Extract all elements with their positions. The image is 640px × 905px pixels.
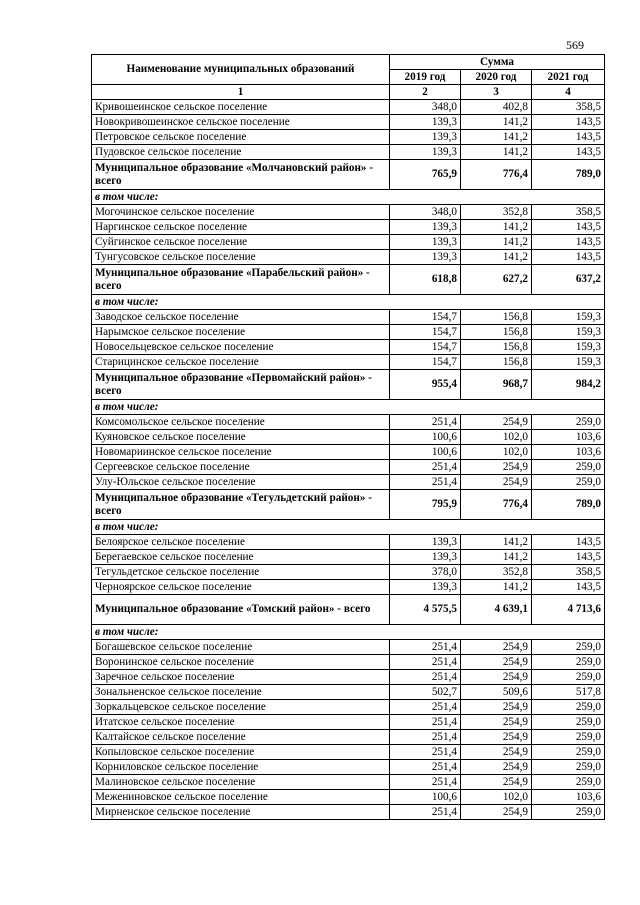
table-row	[92, 430, 605, 445]
amount-2019: 139,3	[390, 145, 461, 160]
amount-2019: 100,6	[390, 790, 461, 805]
subheading-row	[92, 190, 605, 205]
municipality-name: Мирненское сельское поселение	[92, 805, 390, 820]
district-total-row	[92, 370, 605, 400]
table-row	[92, 340, 605, 355]
year-2019-header: 2019 год	[390, 70, 461, 85]
amount-2020: 102,0	[461, 445, 532, 460]
year-2020-header: 2020 год	[461, 70, 532, 85]
table-row	[92, 565, 605, 580]
amount-2020: 254,9	[461, 700, 532, 715]
table-row	[92, 580, 605, 595]
amount-2019: 378,0	[390, 565, 461, 580]
amount-2020: 352,8	[461, 565, 532, 580]
amount-2020: 141,2	[461, 145, 532, 160]
amount-2021: 143,5	[532, 550, 605, 565]
table-row	[92, 685, 605, 700]
amount-2021: 517,8	[532, 685, 605, 700]
amount-2021: 259,0	[532, 730, 605, 745]
table-row	[92, 250, 605, 265]
amount-2021: 259,0	[532, 475, 605, 490]
amount-2021: 103,6	[532, 790, 605, 805]
amount-2020: 156,8	[461, 325, 532, 340]
column-index: 2	[390, 85, 461, 100]
amount-2019: 765,9	[390, 160, 461, 190]
amount-2020: 141,2	[461, 550, 532, 565]
table-row	[92, 475, 605, 490]
amount-2021: 259,0	[532, 715, 605, 730]
amount-2019: 502,7	[390, 685, 461, 700]
amount-2021: 637,2	[532, 265, 605, 295]
amount-2020: 254,9	[461, 655, 532, 670]
amount-2019: 795,9	[390, 490, 461, 520]
table-row	[92, 745, 605, 760]
amount-2020: 102,0	[461, 430, 532, 445]
district-total-row	[92, 595, 605, 625]
amount-2020: 254,9	[461, 460, 532, 475]
amount-2020: 776,4	[461, 160, 532, 190]
table-row	[92, 805, 605, 820]
amount-2020: 156,8	[461, 340, 532, 355]
amount-2019: 4 575,5	[390, 595, 461, 625]
municipality-name: Суйгинское сельское поселение	[92, 235, 390, 250]
page-number: 569	[566, 38, 584, 52]
municipality-name: Улу-Юльское сельское поселение	[92, 475, 390, 490]
amount-2019: 139,3	[390, 115, 461, 130]
municipality-name: Новосельцевское сельское поселение	[92, 340, 390, 355]
municipality-name: Старицинское сельское поселение	[92, 355, 390, 370]
municipality-name: Зоркальцевское сельское поселение	[92, 700, 390, 715]
amount-2021: 358,5	[532, 100, 605, 115]
amount-2021: 259,0	[532, 700, 605, 715]
amount-2020: 254,9	[461, 775, 532, 790]
subheading-label: в том числе:	[92, 190, 605, 205]
amount-2020: 141,2	[461, 220, 532, 235]
amount-2019: 139,3	[390, 220, 461, 235]
amount-2019: 251,4	[390, 460, 461, 475]
municipality-name: Новокривошеинское сельское поселение	[92, 115, 390, 130]
district-total-row	[92, 265, 605, 295]
amount-2021: 159,3	[532, 355, 605, 370]
amount-2021: 259,0	[532, 805, 605, 820]
amount-2020: 254,9	[461, 415, 532, 430]
amount-2019: 251,4	[390, 475, 461, 490]
amount-2021: 143,5	[532, 250, 605, 265]
municipality-name-header: Наименование муниципальных образований	[92, 55, 390, 85]
table-header	[92, 55, 605, 100]
amount-2020: 141,2	[461, 235, 532, 250]
municipality-name: Кривошеинское сельское поселение	[92, 100, 390, 115]
amount-2019: 154,7	[390, 355, 461, 370]
municipality-name: Тегульдетское сельское поселение	[92, 565, 390, 580]
amount-2019: 139,3	[390, 535, 461, 550]
municipality-name: Воронинское сельское поселение	[92, 655, 390, 670]
amount-2021: 259,0	[532, 775, 605, 790]
municipality-name: Пудовское сельское поселение	[92, 145, 390, 160]
subheading-label: в том числе:	[92, 625, 605, 640]
amount-2020: 254,9	[461, 475, 532, 490]
amount-2020: 254,9	[461, 670, 532, 685]
municipality-name: Корниловское сельское поселение	[92, 760, 390, 775]
amount-2019: 100,6	[390, 445, 461, 460]
table-row	[92, 205, 605, 220]
amount-2019: 139,3	[390, 580, 461, 595]
amount-2020: 254,9	[461, 730, 532, 745]
table-row	[92, 100, 605, 115]
amount-2021: 103,6	[532, 445, 605, 460]
municipality-name: Куяновское сельское поселение	[92, 430, 390, 445]
amount-2019: 251,4	[390, 655, 461, 670]
amount-2020: 254,9	[461, 640, 532, 655]
amount-2019: 154,7	[390, 310, 461, 325]
subheading-label: в том числе:	[92, 295, 605, 310]
amount-2020: 141,2	[461, 580, 532, 595]
table-row	[92, 640, 605, 655]
amount-2019: 251,4	[390, 805, 461, 820]
amount-2021: 259,0	[532, 640, 605, 655]
municipality-name: Заводское сельское поселение	[92, 310, 390, 325]
year-2021-header: 2021 год	[532, 70, 605, 85]
amount-2021: 789,0	[532, 490, 605, 520]
amount-2020: 968,7	[461, 370, 532, 400]
table-body	[92, 100, 605, 820]
municipality-name: Новомариинское сельское поселение	[92, 445, 390, 460]
amount-2021: 143,5	[532, 535, 605, 550]
amount-2021: 143,5	[532, 130, 605, 145]
amount-2021: 358,5	[532, 205, 605, 220]
amount-2020: 254,9	[461, 805, 532, 820]
amount-2019: 348,0	[390, 100, 461, 115]
amount-2021: 259,0	[532, 670, 605, 685]
subheading-label: в том числе:	[92, 520, 605, 535]
table-row	[92, 235, 605, 250]
amount-2021: 143,5	[532, 145, 605, 160]
table-row	[92, 700, 605, 715]
amount-2019: 154,7	[390, 340, 461, 355]
amount-2020: 254,9	[461, 715, 532, 730]
amount-2021: 143,5	[532, 235, 605, 250]
amount-2019: 251,4	[390, 775, 461, 790]
amount-2019: 618,8	[390, 265, 461, 295]
amount-2021: 259,0	[532, 760, 605, 775]
amount-2021: 259,0	[532, 655, 605, 670]
table-row	[92, 550, 605, 565]
amount-2021: 143,5	[532, 220, 605, 235]
amount-2020: 254,9	[461, 760, 532, 775]
amount-2019: 251,4	[390, 760, 461, 775]
table-row	[92, 220, 605, 235]
municipality-name: Белоярское сельское поселение	[92, 535, 390, 550]
table-row	[92, 775, 605, 790]
municipality-name: Калтайское сельское поселение	[92, 730, 390, 745]
amount-2019: 251,4	[390, 700, 461, 715]
table-row	[92, 655, 605, 670]
table-row	[92, 445, 605, 460]
municipality-name: Комсомольское сельское поселение	[92, 415, 390, 430]
municipality-name: Петровское сельское поселение	[92, 130, 390, 145]
municipality-name: Муниципальное образование «Первомайский район» - всего	[92, 370, 390, 400]
municipality-name: Нарымское сельское поселение	[92, 325, 390, 340]
amount-2019: 251,4	[390, 640, 461, 655]
municipality-name: Тунгусовское сельское поселение	[92, 250, 390, 265]
amount-2019: 251,4	[390, 745, 461, 760]
amount-2019: 154,7	[390, 325, 461, 340]
table-row	[92, 535, 605, 550]
amount-2019: 251,4	[390, 730, 461, 745]
budget-table	[91, 54, 605, 820]
amount-2021: 143,5	[532, 115, 605, 130]
amount-2019: 955,4	[390, 370, 461, 400]
table-row	[92, 730, 605, 745]
table-row	[92, 130, 605, 145]
amount-2020: 156,8	[461, 355, 532, 370]
district-total-row	[92, 160, 605, 190]
amount-2020: 141,2	[461, 115, 532, 130]
municipality-name: Муниципальное образование «Парабельский район» - всего	[92, 265, 390, 295]
subheading-row	[92, 400, 605, 415]
amount-2021: 103,6	[532, 430, 605, 445]
amount-2020: 102,0	[461, 790, 532, 805]
subheading-label: в том числе:	[92, 400, 605, 415]
amount-2019: 251,4	[390, 415, 461, 430]
amount-2020: 776,4	[461, 490, 532, 520]
amount-2019: 139,3	[390, 250, 461, 265]
table-row	[92, 325, 605, 340]
municipality-name: Берегаевское сельское поселение	[92, 550, 390, 565]
amount-2020: 141,2	[461, 130, 532, 145]
amount-2020: 141,2	[461, 535, 532, 550]
district-total-row	[92, 490, 605, 520]
amount-2021: 4 713,6	[532, 595, 605, 625]
amount-2021: 259,0	[532, 460, 605, 475]
table-row	[92, 115, 605, 130]
amount-2019: 139,3	[390, 130, 461, 145]
amount-2020: 352,8	[461, 205, 532, 220]
amount-2021: 358,5	[532, 565, 605, 580]
municipality-name: Зональненское сельское поселение	[92, 685, 390, 700]
amount-2020: 254,9	[461, 745, 532, 760]
amount-2021: 259,0	[532, 745, 605, 760]
column-index: 1	[92, 85, 390, 100]
municipality-name: Наргинское сельское поселение	[92, 220, 390, 235]
table-row	[92, 145, 605, 160]
amount-2019: 139,3	[390, 550, 461, 565]
subheading-row	[92, 625, 605, 640]
subheading-row	[92, 520, 605, 535]
amount-2019: 251,4	[390, 715, 461, 730]
sum-header: Сумма	[390, 55, 605, 70]
municipality-name: Малиновское сельское поселение	[92, 775, 390, 790]
municipality-name: Могочинское сельское поселение	[92, 205, 390, 220]
column-index: 3	[461, 85, 532, 100]
table-row	[92, 670, 605, 685]
table-row	[92, 415, 605, 430]
amount-2020: 402,8	[461, 100, 532, 115]
municipality-name: Итатское сельское поселение	[92, 715, 390, 730]
table-row	[92, 355, 605, 370]
amount-2021: 259,0	[532, 415, 605, 430]
amount-2020: 509,6	[461, 685, 532, 700]
amount-2020: 141,2	[461, 250, 532, 265]
amount-2019: 251,4	[390, 670, 461, 685]
amount-2019: 139,3	[390, 235, 461, 250]
amount-2021: 143,5	[532, 580, 605, 595]
table-row	[92, 715, 605, 730]
amount-2020: 156,8	[461, 310, 532, 325]
amount-2020: 627,2	[461, 265, 532, 295]
column-index: 4	[532, 85, 605, 100]
municipality-name: Муниципальное образование «Тегульдетский район» - всего	[92, 490, 390, 520]
table-row	[92, 460, 605, 475]
amount-2019: 100,6	[390, 430, 461, 445]
amount-2021: 789,0	[532, 160, 605, 190]
table-row	[92, 760, 605, 775]
municipality-name: Черноярское сельское поселение	[92, 580, 390, 595]
municipality-name: Муниципальное образование «Молчановский район» - всего	[92, 160, 390, 190]
amount-2021: 159,3	[532, 325, 605, 340]
amount-2020: 4 639,1	[461, 595, 532, 625]
amount-2019: 348,0	[390, 205, 461, 220]
municipality-name: Копыловское сельское поселение	[92, 745, 390, 760]
table-row	[92, 310, 605, 325]
table-row	[92, 790, 605, 805]
municipality-name: Богашевское сельское поселение	[92, 640, 390, 655]
municipality-name: Сергеевское сельское поселение	[92, 460, 390, 475]
amount-2021: 159,3	[532, 340, 605, 355]
amount-2021: 984,2	[532, 370, 605, 400]
subheading-row	[92, 295, 605, 310]
municipality-name: Муниципальное образование «Томский район» - всего	[92, 595, 390, 625]
amount-2021: 159,3	[532, 310, 605, 325]
municipality-name: Межениновское сельское поселение	[92, 790, 390, 805]
municipality-name: Заречное сельское поселение	[92, 670, 390, 685]
